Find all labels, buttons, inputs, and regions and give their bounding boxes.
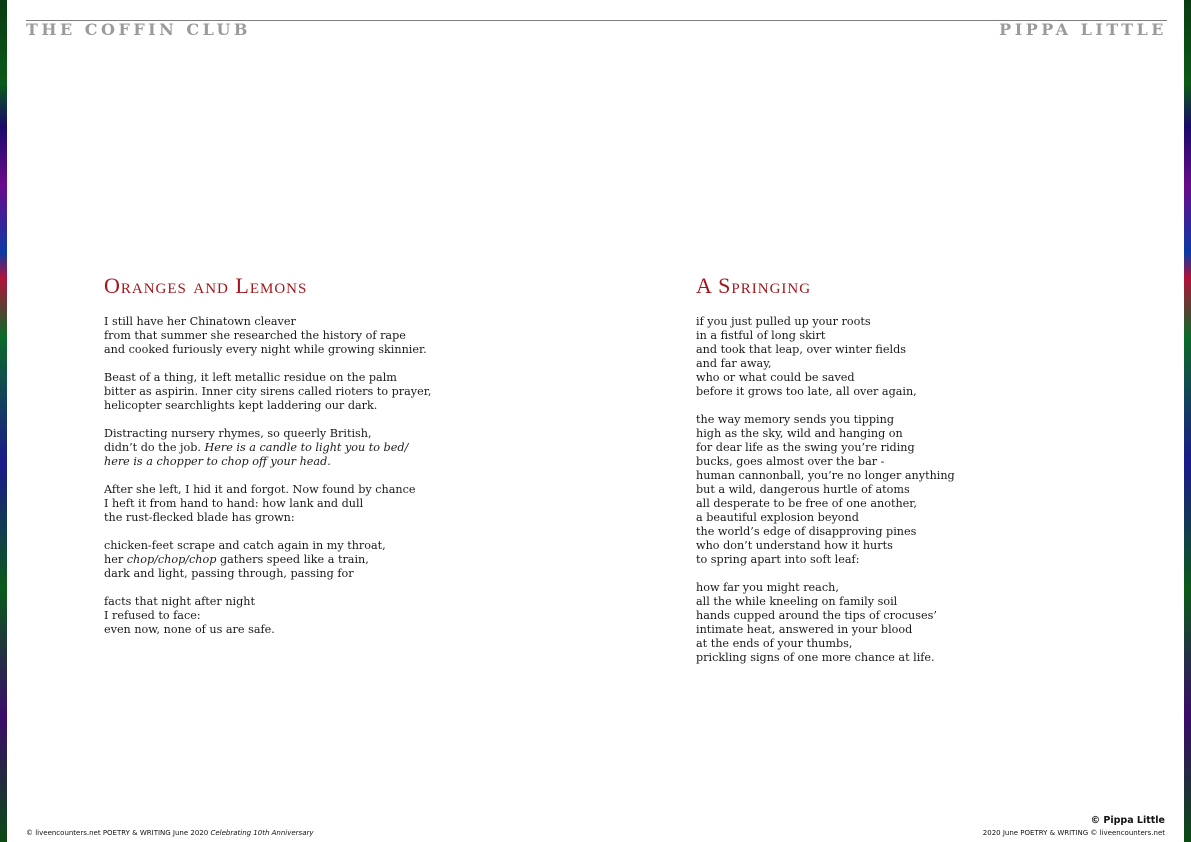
poem-line: and far away, xyxy=(696,357,772,370)
poem-line xyxy=(104,455,431,469)
poem-line: After she left, I hid it and forgot. Now found by chance xyxy=(104,483,416,496)
poem-line: human cannonball, you’re no longer anything xyxy=(696,469,955,482)
header-left-title: THE COFFIN CLUB xyxy=(26,20,251,39)
poem-line: a beautiful explosion beyond xyxy=(696,511,859,524)
footer-right: 2020 June POETRY & WRITING © liveencounters.net xyxy=(982,829,1165,837)
poem-line: facts that night after night xyxy=(104,595,255,608)
stanza xyxy=(104,427,431,469)
footer-left-italic: Celebrating 10th Anniversary xyxy=(210,829,314,837)
stanza xyxy=(104,595,431,637)
poem-line: before it grows too late, all over again, xyxy=(696,385,917,398)
poem-line-italic: Here is a candle to light you to bed/ xyxy=(204,441,409,454)
poem-line: how far you might reach, xyxy=(696,581,839,594)
poem-line: and took that leap, over winter fields xyxy=(696,343,906,356)
footer-left-text: © liveencounters.net POETRY & WRITING June 2020 xyxy=(26,829,211,837)
poem-line: hands cupped around the tips of crocuses’ xyxy=(696,609,937,622)
poem-line: all the while kneeling on family soil xyxy=(696,595,898,608)
footer-author-credit: © Pippa Little xyxy=(1090,815,1165,826)
poem-line-segment: didn’t do the job. xyxy=(104,441,205,454)
poem-line: who or what could be saved xyxy=(696,371,855,384)
poem-line: if you just pulled up your roots xyxy=(696,315,871,328)
poem-line: the way memory sends you tipping xyxy=(696,413,894,426)
stanza xyxy=(696,581,955,665)
poem-line-italic: here is a chopper to chop off your head. xyxy=(104,455,331,468)
poem-line: I refused to face: xyxy=(104,609,201,622)
right-edge-decoration xyxy=(1184,0,1191,842)
poem-line: dark and light, passing through, passing for xyxy=(104,567,354,580)
poem-line: who don’t understand how it hurts xyxy=(696,539,893,552)
poem-line: helicopter searchlights kept laddering our dark. xyxy=(104,399,378,412)
poem-line xyxy=(104,441,431,455)
stanza xyxy=(104,371,431,413)
poem-line: even now, none of us are safe. xyxy=(104,623,275,636)
poem-line-italic: chop/chop/chop xyxy=(126,553,217,566)
stanza xyxy=(696,413,955,567)
poem-line: prickling signs of one more chance at life. xyxy=(696,651,935,664)
poem-line: bitter as aspirin. Inner city sirens called rioters to prayer, xyxy=(104,385,432,398)
poem-line: but a wild, dangerous hurtle of atoms xyxy=(696,483,910,496)
poem-body-a-springing xyxy=(696,315,955,679)
poem-line: the rust-flecked blade has grown: xyxy=(104,511,295,524)
header-right-author: PIPPA LITTLE xyxy=(999,20,1167,39)
poem-line: to spring apart into soft leaf: xyxy=(696,553,860,566)
poem-line-segment: gathers speed like a train, xyxy=(216,553,369,566)
poem-line: I heft it from hand to hand: how lank and dull xyxy=(104,497,364,510)
poem-line: high as the sky, wild and hanging on xyxy=(696,427,903,440)
poem-title-a-springing: A Springing xyxy=(696,273,812,298)
poem-line xyxy=(104,553,431,567)
poem-line: bucks, goes almost over the bar - xyxy=(696,455,885,468)
poem-line: Distracting nursery rhymes, so queerly British, xyxy=(104,427,372,440)
poem-line: all desperate to be free of one another, xyxy=(696,497,917,510)
poem-line: Beast of a thing, it left metallic residue on the palm xyxy=(104,371,397,384)
poem-line: and cooked furiously every night while growing skinnier. xyxy=(104,343,427,356)
poem-line: the world’s edge of disapproving pines xyxy=(696,525,917,538)
stanza xyxy=(104,315,431,357)
poem-line: for dear life as the swing you’re riding xyxy=(696,441,915,454)
footer-left xyxy=(26,829,314,837)
poem-body-oranges-and-lemons xyxy=(104,315,431,651)
poem-line: intimate heat, answered in your blood xyxy=(696,623,913,636)
poem-line: chicken-feet scrape and catch again in my throat, xyxy=(104,539,386,552)
poem-line: in a fistful of long skirt xyxy=(696,329,826,342)
stanza xyxy=(696,315,955,399)
left-edge-decoration xyxy=(0,0,7,842)
stanza xyxy=(104,483,431,525)
poem-title-oranges-and-lemons: Oranges and Lemons xyxy=(104,273,308,298)
poem-line: from that summer she researched the history of rape xyxy=(104,329,406,342)
stanza xyxy=(104,539,431,581)
poem-line: at the ends of your thumbs, xyxy=(696,637,853,650)
poem-line: I still have her Chinatown cleaver xyxy=(104,315,296,328)
poem-line-segment: her xyxy=(104,553,127,566)
